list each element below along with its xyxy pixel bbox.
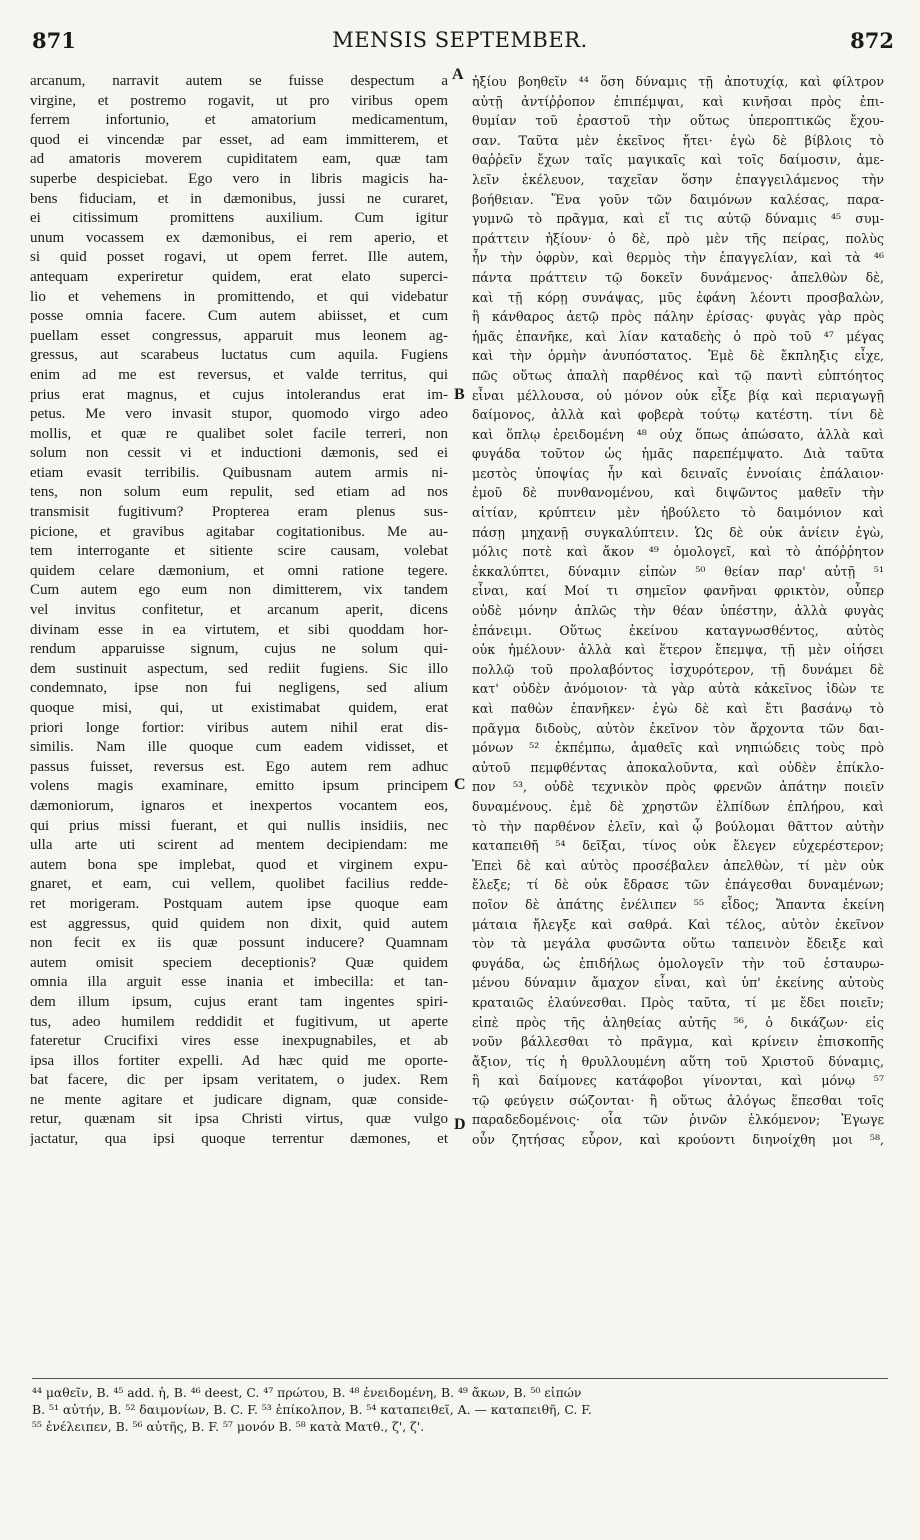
greek-text-line: πον ⁵³, οὐδὲ τεχνικὸν πρὸς φρενῶν ἀπάτην ποιεῖν — [472, 779, 884, 795]
greek-text-line: οὐδὲ μόνην ἁπλῶς τὴν θέαν ὑπέστην, ἀλλὰ φυγὰς — [472, 603, 884, 619]
latin-text-line: solum non cessit vi et inductioni dæmonis, sed ei — [30, 445, 448, 462]
left-page-number: 871 — [32, 28, 76, 53]
greek-column — [472, 72, 884, 1372]
footnote-line: ⁵⁵ ἐνέλειπεν, B. ⁵⁶ αὐτῆς, B. F. ⁵⁷ μονόν B. ⁵⁸ κατὰ Ματθ., ζ', ζ'. — [32, 1419, 425, 1434]
greek-text-line: παραδεδομένοις· οἷα τῶν ῥινῶν ἑλκόμενον; Ἐγωγε — [472, 1112, 884, 1128]
latin-text-line: omnia illa arguit esse inania et imbecilla: et tan- — [30, 974, 448, 991]
greek-text-line: αὐτοῦ πεμφθέντας ἀποκαλοῦντα, καὶ οὐδὲν ἐπίκλο- — [472, 759, 884, 775]
greek-text-line: εἶναι μέλλουσα, οὐ μόνον οὐκ εἶξε βίᾳ καὶ περιαγωγῇ — [472, 387, 884, 403]
latin-text-line: gnaret, et eam, cui vellem, quolibet facilius redde- — [30, 876, 448, 893]
greek-text-line: βοήθειαν. Ἕνα γοῦν τῶν δαιμόνων καλέσας, παρα- — [472, 191, 884, 207]
latin-text-line: tens, non solum eum repulit, sed etiam ad nos — [30, 484, 448, 501]
latin-text-line: quoque misi, qui, ut existimabat quidem, erat — [30, 700, 448, 716]
latin-text-line: dem sustinuit aspectum, sed rediit fugiens. Sic illo — [30, 660, 448, 677]
greek-text-line: ἐπάνειμι. Οὕτως ἐκείνου καταγνωσθέντος, αὐτὸς — [472, 622, 884, 638]
latin-text-line: divinam esse in ea virtutem, et sibi quoddam hor- — [30, 621, 448, 638]
greek-text-line: δαίμονος, ἀλλὰ καὶ φοβερὰ τούτῳ κατέστη. τίνι δὲ — [472, 407, 884, 423]
greek-text-line: τῷ φεύγειν σώζονται· ἢ οὕτως ἀλόγως ἕπεσθαι τοῖς — [472, 1092, 884, 1108]
footnote-line: ⁴⁴ μαθεῖν, B. ⁴⁵ add. ἡ, B. ⁴⁶ deest, C. ⁴⁷ πρώτου, B. ⁴⁸ ἐνειδομένη, B. ⁴⁹ ἄκων, B. ⁵⁰ εἰπών — [32, 1385, 582, 1400]
greek-text-line: ποῖον δὲ ἀπάτης ἐνέλιπεν ⁵⁵ εἶδος; Ἅπαντα ἐκείνη — [472, 896, 884, 912]
greek-text-line: ἡμᾶς ἐπανῆκε, καὶ λίαν καταδεὴς ὁ πρὸ τοῦ ⁴⁷ μέγας — [472, 328, 884, 344]
greek-text-line: ἠξίου βοηθεῖν ⁴⁴ ὅση δύναμις τῇ ἀποτυχίᾳ, καὶ φίλτρον — [472, 74, 884, 89]
latin-text-line: passus fuisset, reversus est. Ego autem rem adhuc — [30, 758, 448, 775]
greek-text-line: μένου δύναμιν ἄμαχον εἶναι, καὶ ὑπ' ἐκείνης αὐτοὺς — [472, 975, 884, 991]
latin-text-line: priori longe fortior: viribus autem nihil erat dis- — [30, 719, 448, 736]
greek-text-line: τὸν τὰ μεγάλα φυσῶντα οὕτω ταπεινὸν ἔδειξε καὶ — [472, 936, 884, 952]
greek-text-line: οὖν ζητήσας εὗρον, καὶ κρούοντι διηνοίχθη μοι ⁵⁸, — [472, 1132, 884, 1148]
latin-text-line: autem omisit speciem deceptionis? Quæ quidem — [30, 954, 448, 971]
latin-text-line: est aggressus, quid quidem non dixit, quid autem — [30, 915, 448, 932]
greek-text-line: καὶ τὴν ὁρμὴν ἀνυπόστατος. Ἐμὲ δὲ ἔκπληξις εἶχε, — [472, 348, 884, 364]
latin-text-line: rendum apparuisse signum, cujus ne solum qui- — [30, 641, 448, 658]
greek-text-line: καὶ παθὼν ἐπανῆκεν· ἐγὼ δὲ καὶ ἔτι βασάνῳ τὸ — [472, 701, 884, 716]
latin-text-line: ulla arte uti scirent ad mentem decipiendam: me — [30, 837, 448, 854]
margin-marker-b: B — [454, 386, 465, 403]
footnote-line: B. ⁵¹ αὐτήν, B. ⁵² δαιμονίων, B. C. F. ⁵³ ἐπίκολπον, B. ⁵⁴ καταπειθεῖ, A. — καταπειθῆ, C. F. — [32, 1402, 592, 1417]
latin-text-line: virgine, et postremo rogavit, ut pro viribus opem — [30, 92, 448, 109]
footnote-separator — [32, 1378, 888, 1379]
latin-text-line: dem illum ipsum, cujus erant tam ingentes spiri- — [30, 993, 448, 1010]
latin-text-line: si quid posset rogavi, ut opem ferret. Ille autem, — [30, 249, 448, 266]
running-title: MENSIS SEPTEMBER. — [332, 28, 588, 52]
greek-text-line: πάσῃ μηχανῇ συγκαλύπτειν. Ὡς δὲ οὐκ ἀνίειν ἐγὼ, — [472, 524, 884, 540]
latin-text-line: condemnato, ipse non fui negligens, sed alium — [30, 680, 448, 697]
latin-text-line: unum vocassem ex dæmonibus, ei rem aperio, et — [30, 229, 448, 246]
greek-text-line: πῶς οὕτως ἁπαλὴ παρθένος καὶ τῷ παντὶ εὐπτόητος — [472, 367, 884, 383]
margin-marker-d: D — [454, 1116, 466, 1133]
latin-text-line: picione, et gravibus agitabar cogitationibus. Me au- — [30, 523, 448, 540]
greek-text-line: δυναμένους. ἐμὲ δὲ χρηστῶν ἐλπίδων ἐπλήρου, καὶ — [472, 798, 884, 814]
latin-text-line: ret morigeram. Postquam autem ipse quoque eam — [30, 895, 448, 912]
greek-text-line: θυμίαν τοῦ ἐραστοῦ τὴν οὕτως ὑπεροπτικῶς ἔχου- — [472, 113, 884, 129]
greek-text-line: μεστὸς ὑποψίας ἦν καὶ δειναῖς ἐννοίαις ἐπάλαιον· — [472, 465, 884, 481]
latin-text-line: mollis, et quæ re qualibet solet facile terreri, non — [30, 425, 448, 442]
margin-marker-c: C — [454, 776, 466, 793]
greek-text-line: καὶ τῇ κόρῃ συνάψας, μῦς ἐφάνη λέοντι προσβαλὼν, — [472, 289, 884, 305]
greek-text-line: ἄξιον, τίς ἡ θρυλλουμένη αὕτη τοῦ Χριστοῦ δύναμις, — [472, 1053, 884, 1069]
latin-text-line: volens magis examinare, emitto ipsum principem — [30, 778, 448, 795]
latin-text-line: superbe despiciebat. Ego vero in libris magicis ha- — [30, 170, 448, 187]
greek-text-line: ἔλεξε; τί δὲ οὐκ ἔδρασε τῶν ἐπάγεσθαι δυναμένων; — [472, 877, 884, 893]
latin-text-line: Cum autem ego eum non dimitterem, vix tandem — [30, 582, 448, 599]
latin-text-line: ad amatoris moverem cupiditatem eam, quæ tam — [30, 151, 448, 168]
margin-marker-a: A — [452, 66, 464, 83]
greek-text-line: πράττειν ἠξίουν· ὁ δὲ, πρὸ μὲν τῆς πείρας, πολὺς — [472, 230, 884, 246]
latin-text-line: dæmoniorum, ignaros et inexpertos vocantem eos, — [30, 797, 448, 814]
greek-text-line: οὐκ ἠμέλουν· ἀλλὰ καὶ ἕτερον ἔπεμψα, τῇ μὲν οἰήσει — [472, 642, 884, 658]
greek-text-line: νοῦν βάλλεσθαι τὸ πρᾶγμα, καὶ κρίνειν ἐπισκοπῆς — [472, 1034, 884, 1050]
greek-text-line: ἣ καὶ δαίμονες κατάφοβοι γίνονται, καὶ μόνῳ ⁵⁷ — [472, 1073, 884, 1089]
greek-text-line: εἶναι, καί Μοί τι σημεῖον φανῆναι φρικτὸν, οὗπερ — [472, 583, 884, 599]
latin-text-line: tus, adeo humilem reddidit et fugitivum, ut aperte — [30, 1013, 448, 1030]
latin-text-line: ei citissimum promittens auxilium. Cum igitur — [30, 210, 448, 227]
latin-text-line: antequam experiretur quidem, erat elato superci- — [30, 268, 448, 285]
latin-text-line: lio et vehemens in promittendo, et qui videbatur — [30, 288, 448, 305]
latin-text-line: tem interrogante et sitiente scire causam, volebat — [30, 543, 448, 560]
latin-text-line: bens fiduciam, et in dæmonibus, jussi ne curaret, — [30, 190, 448, 207]
latin-text-line: jactatur, qua ipsi quoque terrentur dæmones, et — [30, 1131, 448, 1148]
greek-text-line: ἢ κάνθαρος ἀετῷ πρὸς πάλην ἐρίσας· φυγὰς γὰρ πρὸς — [472, 309, 884, 325]
greek-text-line: θαῤῥεῖν ἔχων ταῖς μαγικαῖς καὶ τοῖς δαίμοσιν, ἀμε- — [472, 152, 884, 168]
latin-text-line: arcanum, narravit autem se fuisse despectum a — [30, 73, 448, 89]
latin-text-line: enim ad me est reversus, et valde territus, qui — [30, 366, 448, 383]
greek-text-line: μόλις ποτὲ καὶ ἄκον ⁴⁹ ὁμολογεῖ, καὶ τὸ ἀπόῤῥητον — [472, 544, 884, 560]
latin-text-line: fateretur Crucifixi vires esse inexpugnabiles, et ab — [30, 1033, 448, 1050]
latin-text-line: puellam esset congressus, apparuit mus leonem ag- — [30, 327, 448, 344]
latin-column — [30, 72, 448, 1372]
greek-text-line: ἐκκαλύπτει, δύναμιν εἰπὼν ⁵⁰ θείαν παρ' αὐτῇ ⁵¹ — [472, 563, 884, 579]
greek-text-line: εἰπὲ πρὸς τῆς ἀληθείας αὐτῆς ⁵⁶, ὁ δικάζων· εἰς — [472, 1014, 884, 1030]
greek-text-line: λεῖν ἐκέλευον, ταχεῖαν ὅσην ἐπαγγειλάμενος τὴν — [472, 171, 884, 187]
greek-text-line: τὸ τὴν παρθένον ἑλεῖν, καὶ ᾧ βούλομαι θᾶττον αὐτὴν — [472, 818, 884, 834]
latin-text-line: ipsa illos fortiter expelli. Ad hæc quid me oporte- — [30, 1052, 448, 1069]
greek-text-line: ἐμοῦ δὲ πυνθανομένου, καὶ διψῶντος μαθεῖν τὴν — [472, 485, 884, 501]
greek-text-line: γυμνῶ τὸ πρᾶγμα, καὶ εἴ τις αὐτῷ δύναμις ⁴⁵ συμ- — [472, 211, 884, 227]
latin-text-line: bat facere, dic per ipsam veritatem, o judex. Rem — [30, 1072, 448, 1089]
latin-text-line: quidem celare dæmonium, et omni ratione tegere. — [30, 562, 448, 579]
greek-text-line: πρᾶγμα διδοὺς, αὐτὸν ἐκεῖνον τὸν ἄρχοντα τῶν δαι- — [472, 720, 884, 736]
latin-text-line: ne mente agitare et judicare dignam, quæ conside- — [30, 1091, 448, 1108]
greek-text-line: φυγάδα τοῦτον ὡς ἡμᾶς παρεπέμψατο. Διὰ ταῦτα — [472, 446, 884, 462]
greek-text-line: καταπειθῆ ⁵⁴ δεῖξαι, τίνος οὐκ ἔλεγεν εὐχερέστερον; — [472, 838, 884, 854]
latin-text-line: transmisit fugitivum? Propterea eram plenus sus- — [30, 504, 448, 521]
latin-text-line: gressus, aut scarabeus luctatus cum aquila. Fugiens — [30, 347, 448, 364]
greek-text-line: Ἐπεὶ δὲ καὶ αὐτὸς προσέβαλεν ἀπελθὼν, τί μὲν οὐκ — [472, 857, 884, 873]
greek-text-line: αἰτίαν, κρύπτειν μὲν ἠβούλετο τὸ δαιμόνιον καὶ — [472, 505, 884, 521]
greek-text-line: μάταια ἤλεγξε καὶ σαθρά. Καὶ τέλος, αὐτὸν ἐκεῖνον — [472, 916, 884, 932]
greek-text-line: μόνων ⁵² ἐκπέμπω, ἀμαθεῖς καὶ νηπιώδεις τοὺς πρὸ — [472, 740, 884, 756]
latin-text-line: petus. Me vero invasit stupor, quomodo virgo adeo — [30, 406, 448, 423]
greek-text-line: πολλῷ τοῦ προλαβόντος ἰσχυρότερον, τῇ δυνάμει δὲ — [472, 661, 884, 677]
greek-text-line: πάντα πράττειν τῷ δοκεῖν δυνάμενος· ἀπελθὼν δὲ, — [472, 269, 884, 285]
greek-text-line: καὶ ὅπλῳ ἐρειδομένη ⁴⁸ οὐχ ὅπως ἀπώσατο, ἀλλὰ καὶ — [472, 426, 884, 442]
latin-text-line: quod ei vincendæ par esset, ad eam immitterem, et — [30, 131, 448, 148]
latin-text-line: posse omnia facere. Cum autem abiisset, et cum — [30, 308, 448, 325]
footnotes — [32, 1384, 892, 1435]
latin-text-line: retur, quænam sit ipsa Christi virtus, quæ vulgo — [30, 1111, 448, 1128]
page-header — [0, 0, 920, 58]
latin-text-line: non fecit ex iis quæ possunt inducere? Quamnam — [30, 935, 448, 952]
latin-text-line: ferrem infortunio, et amatorium medicamentum, — [30, 112, 448, 129]
latin-text-line: qui prius missi fuerant, et qui nullis insidiis, nec — [30, 817, 448, 834]
greek-text-line: φυγάδα, ὡς ἐπιδήλως ὁμολογεῖν τὴν τοῦ ἐσταυρω- — [472, 955, 884, 971]
latin-text-line: autem bona spe implebat, quod et virginem expu- — [30, 856, 448, 873]
greek-text-line: σαν. Ταῦτα μὲν ἐκεῖνος ἤτει· ἐγὼ δὲ βίβλοις τὸ — [472, 132, 884, 148]
greek-text-line: κατ' οὐδὲν ἀνόμοιον· τὰ γὰρ αὐτὰ κἀκεῖνος ἰδὼν τε — [472, 681, 884, 697]
latin-text-line: similis. Nam ille quoque cum eadem vidisset, et — [30, 739, 448, 756]
latin-text-line: prius erat magnus, et cujus intolerandus erat im- — [30, 386, 448, 403]
greek-text-line: κραταιῶς ἐλαύνεσθαι. Πρὸς ταῦτα, τί με ἔδει ποιεῖν; — [472, 994, 884, 1010]
latin-text-line: etiam evasit terribilis. Quibusnam autem armis ni- — [30, 464, 448, 481]
greek-text-line: αὐτῇ ἀντίῤῥοπον ἐπιπέμψαι, καὶ κινῆσαι πρὸς ἐπι- — [472, 93, 884, 109]
right-page-number: 872 — [850, 28, 894, 53]
latin-text-line: vel invitus confitetur, et arcanum aperit, dicens — [30, 602, 448, 619]
greek-text-line: ἦν τὴν ὀφρὺν, καὶ θερμὸς τὴν ἐπαγγελίαν, καὶ τὰ ⁴⁶ — [472, 250, 884, 266]
